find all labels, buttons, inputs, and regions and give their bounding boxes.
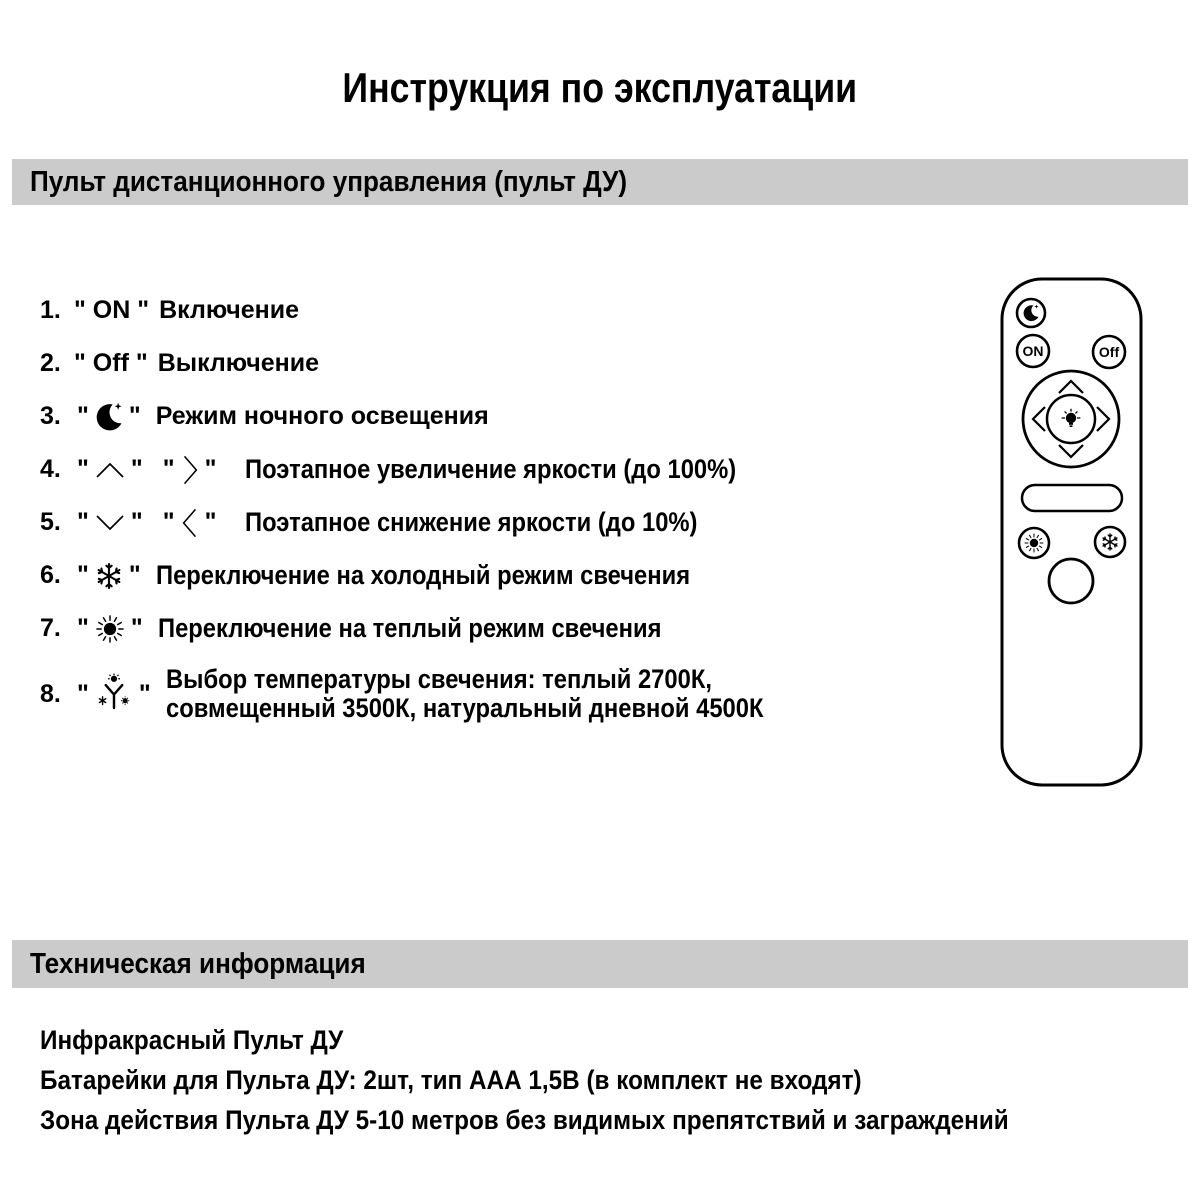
section-header-tech-text: Техническая информация — [30, 947, 366, 980]
item-text — [166, 665, 763, 723]
page-title-text: Инструкция по эксплуатации — [342, 64, 858, 111]
item-text: Поэтапное снижение яркости (до 10%) — [245, 507, 698, 537]
quote-mark: " — [130, 614, 143, 642]
chevron-up-icon — [94, 459, 126, 481]
quote-mark: " — [77, 614, 89, 642]
quote-mark: " — [77, 508, 89, 536]
list-item — [40, 549, 845, 602]
quote-mark: " — [162, 455, 175, 483]
quote-mark: " — [130, 508, 143, 536]
item-text: Поэтапное увеличение яркости (до 100%) — [245, 454, 737, 484]
snowflake-icon — [94, 561, 124, 591]
item-text: Режим ночного освещения — [155, 402, 489, 430]
item-text: Переключение на холодный режим свечения — [155, 560, 690, 590]
item-number: 5. — [40, 508, 61, 536]
quote-mark: " — [204, 508, 217, 536]
list-item — [40, 602, 845, 655]
tech-line: Зона действия Пульта ДУ 5-10 метров без видимых препятствий и заграждений — [40, 1105, 1009, 1135]
button-key-label: " Off " — [74, 349, 148, 377]
tech-line: Инфракрасный Пульт ДУ — [40, 1025, 344, 1055]
quote-mark: " — [138, 679, 151, 708]
off-button-label: Off — [1098, 344, 1120, 360]
item-number: 8. — [40, 679, 61, 708]
item-number: 6. — [40, 561, 61, 589]
tech-line: Батарейки для Пульта ДУ: 2шт, тип ААА 1,5В (в комплект не входят) — [40, 1065, 862, 1095]
technical-info — [40, 1020, 1116, 1140]
quote-mark: " — [130, 455, 143, 483]
chevron-left-icon — [180, 506, 200, 540]
list-item — [40, 661, 845, 727]
quote-mark: " — [204, 455, 217, 483]
quote-mark: " — [128, 402, 141, 430]
chevron-right-icon — [180, 453, 200, 487]
item-text: Выключение — [157, 349, 319, 377]
quote-mark: " — [77, 561, 89, 589]
quote-mark: " — [162, 508, 175, 536]
remote-control-illustration — [1000, 277, 1143, 787]
page-title — [0, 64, 1200, 112]
item-text: Включение — [159, 296, 300, 324]
sun-icon — [94, 613, 126, 645]
list-item — [40, 496, 845, 549]
quote-mark: " — [77, 679, 89, 708]
quote-mark: " — [128, 561, 141, 589]
section-header-remote — [12, 159, 1188, 205]
list-item — [40, 443, 845, 496]
on-button-label: ON — [1022, 343, 1044, 359]
color-temperature-icon — [94, 673, 134, 716]
list-item — [40, 337, 845, 390]
item-text-line2: совмещенный 3500К, натуральный дневной 4500К — [165, 693, 764, 723]
section-header-remote-text: Пульт дистанционного управления (пульт ДУ) — [30, 165, 628, 198]
item-text-line1: Выбор температуры свечения: теплый 2700К, — [165, 664, 712, 694]
item-number: 3. — [40, 402, 61, 430]
item-number: 4. — [40, 455, 61, 483]
section-header-tech — [12, 940, 1188, 988]
quote-mark: " — [77, 402, 89, 430]
item-number: 2. — [40, 349, 61, 377]
list-item — [40, 390, 845, 443]
remote-functions-list — [40, 284, 845, 727]
moon-night-icon — [94, 402, 124, 432]
button-key-label: " ON " — [74, 296, 150, 324]
item-text: Переключение на теплый режим свечения — [157, 613, 662, 643]
quote-mark: " — [77, 455, 89, 483]
chevron-down-icon — [94, 512, 126, 534]
list-item — [40, 284, 845, 337]
item-number: 1. — [40, 296, 61, 324]
item-number: 7. — [40, 614, 61, 642]
